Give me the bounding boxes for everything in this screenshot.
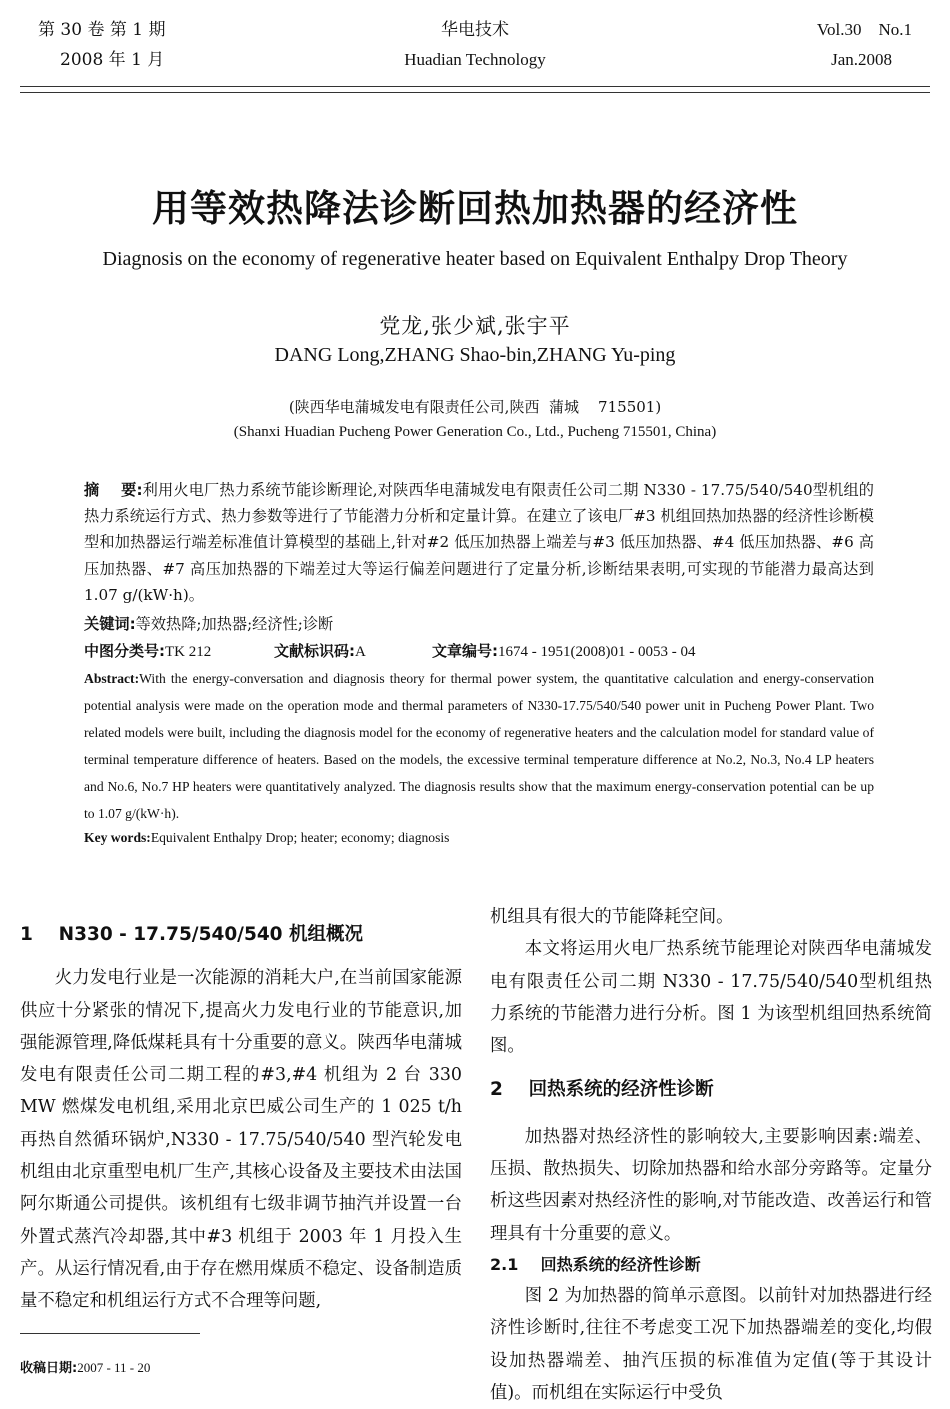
keywords-en-label: Key words: bbox=[84, 830, 151, 845]
header-date-en: Jan.2008 bbox=[831, 50, 892, 69]
clc-label: 中图分类号: bbox=[84, 642, 165, 660]
header-journal-en: Huadian Technology bbox=[404, 50, 546, 69]
affiliation-en: (Shanxi Huadian Pucheng Power Generation Co., Ltd., Pucheng 715501, China) bbox=[233, 424, 717, 440]
section-1-paragraph: 火力发电行业是一次能源的消耗大户,在当前国家能源供应十分紧张的情况下,提高火力发电行业的节能意识,加强能源管理,降低煤耗具有十分重要的意义。陕西华电蒲城发电有限责任公司二期工程的#3,#4 机组为 2 台 330 MW 燃煤发电机组,采用北京巴威公司生产的 1 025 t/h 再热自然循环锅炉,N330 - 17.75/540/540 型汽轮发电机组由北京重型电机厂生产,其核心设备及主要技术由法国阿尔斯通公司提供。该机组有七级非调节抽汽并设置一台外置式蒸汽冷却器,其中#3 机组于 2003 年 1 月投入生产。从运行情况看,由于存在燃用煤质不稳定、设备制造质量不稳定和机组运行方式不合理等问题, bbox=[20, 968, 462, 1312]
header-journal-cn: 华电技术 bbox=[441, 20, 509, 40]
intro-paragraph-2: 本文将运用火电厂热系统节能理论对陕西华电蒲城发电有限责任公司二期 N330 - 17.75/540/540型机组热力系统的节能潜力进行分析。图 1 为该型机组回热系统简图。 bbox=[490, 939, 932, 1057]
article-title-cn: 用等效热降法诊断回热加热器的经济性 bbox=[152, 187, 798, 230]
affiliation-cn: (陕西华电蒲城发电有限责任公司,陕西 蒲城 715501) bbox=[288, 398, 662, 416]
abstract-en bbox=[84, 665, 874, 828]
keywords-cn-label: 关键词: bbox=[84, 615, 136, 633]
right-column bbox=[490, 901, 932, 1409]
abstract-en-text: With the energy-conversation and diagnosis theory for thermal power system, the quantitative calculation and energy-conservation potential analysis were made on the operation mode and thermal parameters of N330-17.75/540/540 power unit in Pucheng Power Plant. Two related models were built, including the diagnosis model for the economy of regenerative heaters and the calculation model for standard value of terminal temperature difference of heaters. Based on the models, the excessive terminal temperature difference at No.2, No.3, No.4 LP heaters and No.6, No.7 HP heaters were quantitatively analyzed. The diagnosis results show that the maximum energy-conservation potential can be up to 1.07 g/(kW·h). bbox=[84, 671, 874, 822]
keywords-cn-text: 等效热降;加热器;经济性;诊断 bbox=[135, 615, 334, 633]
article-title-en: Diagnosis on the economy of regenerative heater based on Equivalent Enthalpy Drop Theory bbox=[102, 248, 848, 270]
header-double-rule bbox=[20, 86, 930, 93]
abstract-cn-text: 利用火电厂热力系统节能诊断理论,对陕西华电蒲城发电有限责任公司二期 N330 - 17.75/540/540型机组的热力系统运行方式、热力参数等进行了节能潜力分析和定量计算。在建立了该电厂#3 机组回热加热器的经济性诊断模型和加热器运行端差标准值计算模型的基础上,针对#2 低压加热器上端差与#3 低压加热器、#4 低压加热器、#6 高压加热器、#7 高压加热器的下端差过大等运行偏差问题进行了定量分析,诊断结果表明,可实现的节能潜力最高达到 1.07 g/(kW·h)。 bbox=[84, 481, 874, 604]
section-2-1-paragraph: 图 2 为加热器的简单示意图。以前针对加热器进行经济性诊断时,往往不考虑变工况下加热器端差的变化,均假设加热器端差、抽汽压损的标准值为定值(等于其设计值)。而机组在实际运行中受负 bbox=[490, 1285, 932, 1403]
keywords-en bbox=[84, 830, 874, 846]
header-date-cn: 2008 年 1 月 bbox=[60, 50, 165, 70]
left-column bbox=[20, 919, 462, 1318]
article-number-label: 文章编号: bbox=[432, 642, 498, 660]
received-date-label: 收稿日期: bbox=[20, 1361, 78, 1376]
section-2-heading: 2 回热系统的经济性诊断 bbox=[490, 1079, 714, 1101]
authors-en: DANG Long,ZHANG Shao-bin,ZHANG Yu-ping bbox=[274, 344, 676, 366]
continued-paragraph: 机组具有很大的节能降耗空间。 bbox=[490, 907, 734, 927]
article-number-field bbox=[432, 640, 695, 661]
authors-cn: 党龙,张少斌,张宇平 bbox=[379, 314, 571, 338]
abstract-cn-label: 摘 要: bbox=[84, 481, 143, 499]
article-number-value: 1674 - 1951(2008)01 - 0053 - 04 bbox=[498, 644, 696, 660]
header-vol-no-en: Vol.30 No.1 bbox=[816, 20, 912, 39]
header-volume-issue: 第 30 卷 第 1 期 bbox=[38, 20, 166, 40]
doc-code-label: 文献标识码: bbox=[274, 642, 355, 660]
clc-field bbox=[84, 640, 211, 661]
section-1-heading: 1 N330 - 17.75/540/540 机组概况 bbox=[20, 924, 364, 945]
section-2-paragraph: 加热器对热经济性的影响较大,主要影响因素:端差、压损、散热损失、切除加热器和给水部分旁路等。定量分析这些因素对热经济性的影响,对节能改造、改善运行和管理具有十分重要的意义。 bbox=[490, 1126, 932, 1244]
doc-code-value: A bbox=[355, 644, 366, 660]
section-2-1-heading: 2.1 回热系统的经济性诊断 bbox=[490, 1254, 701, 1274]
abstract-cn bbox=[84, 477, 874, 608]
keywords-en-text: Equivalent Enthalpy Drop; heater; economy; diagnosis bbox=[150, 830, 450, 845]
doc-code-field bbox=[274, 640, 366, 661]
clc-value: TK 212 bbox=[165, 644, 212, 660]
abstract-en-label: Abstract: bbox=[84, 671, 140, 686]
received-date-value: 2007 - 11 - 20 bbox=[77, 1360, 151, 1375]
keywords-cn bbox=[84, 612, 874, 636]
received-date bbox=[20, 1357, 150, 1376]
footnote-rule bbox=[20, 1333, 200, 1334]
